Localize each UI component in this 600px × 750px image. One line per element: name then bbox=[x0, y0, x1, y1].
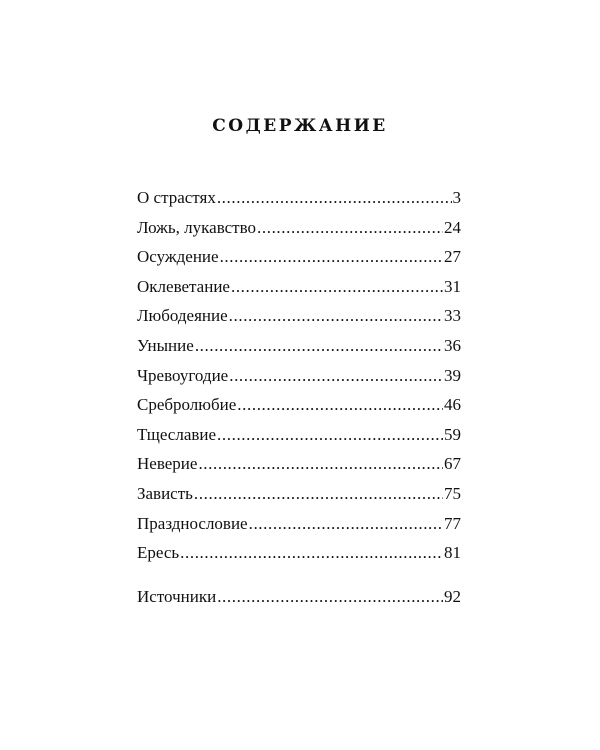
toc-entry-page: 77 bbox=[444, 513, 461, 533]
toc-entry-passions bbox=[137, 183, 461, 213]
toc-entry-envy bbox=[137, 479, 461, 509]
toc-entry-page: 27 bbox=[444, 247, 461, 267]
toc-entry-title: Неверие bbox=[137, 454, 198, 474]
dot-leader bbox=[195, 331, 443, 361]
dot-leader bbox=[217, 582, 443, 612]
toc-entry-page: 59 bbox=[444, 424, 461, 444]
toc-entry-title: Источники bbox=[137, 586, 217, 606]
dot-leader bbox=[198, 449, 443, 479]
dot-leader bbox=[229, 301, 443, 331]
toc-entry-page: 75 bbox=[444, 483, 461, 503]
toc-entry-gluttony bbox=[137, 361, 461, 391]
toc-entry-title: Чревоугодие bbox=[137, 365, 229, 385]
toc-entry-page: 24 bbox=[444, 217, 461, 237]
toc-entry-title: Осуждение bbox=[137, 247, 219, 267]
toc-entry-title: Зависть bbox=[137, 483, 193, 503]
toc-entry-page: 67 bbox=[444, 454, 461, 474]
dot-leader bbox=[249, 509, 443, 539]
dot-leader bbox=[194, 479, 443, 509]
toc-entry-title: Ложь, лукавство bbox=[137, 217, 257, 237]
toc-entry-sources bbox=[137, 582, 461, 612]
dot-leader bbox=[180, 538, 443, 568]
dot-leader bbox=[217, 420, 443, 450]
toc-entry-page: 81 bbox=[444, 543, 461, 563]
toc-entry-page: 31 bbox=[444, 276, 461, 296]
toc-entry-page: 33 bbox=[444, 306, 461, 326]
dot-leader bbox=[257, 213, 443, 243]
toc-heading: СОДЕРЖАНИЕ bbox=[212, 116, 388, 136]
toc-entry-page: 92 bbox=[444, 586, 461, 606]
dot-leader bbox=[217, 183, 452, 213]
toc-entry-title: О страстях bbox=[137, 188, 216, 207]
toc-entry-idle-talk bbox=[137, 509, 461, 539]
toc-entry-title: Уныние bbox=[137, 335, 194, 355]
dot-leader bbox=[231, 272, 443, 302]
toc-entry-fornication bbox=[137, 301, 461, 331]
dot-leader bbox=[237, 390, 443, 420]
toc-entry-title: Ересь bbox=[137, 543, 180, 563]
toc-entry-title: Оклеветание bbox=[137, 276, 230, 296]
toc-entry-title: Любодеяние bbox=[137, 306, 228, 326]
toc-entry-page: 39 bbox=[444, 365, 461, 385]
toc-entry-slander bbox=[137, 272, 461, 302]
toc-entry-vainglory bbox=[137, 420, 461, 450]
dot-leader bbox=[229, 361, 443, 391]
toc-list bbox=[137, 183, 461, 611]
toc-entry-page: 3 bbox=[452, 188, 461, 207]
toc-entry-unbelief bbox=[137, 449, 461, 479]
toc-entry-title: Тщеславие bbox=[137, 424, 217, 444]
toc-entry-heresy bbox=[137, 538, 461, 568]
toc-entry-avarice bbox=[137, 390, 461, 420]
toc-entry-page: 36 bbox=[444, 335, 461, 355]
dot-leader bbox=[220, 242, 443, 272]
toc-entry-despondency bbox=[137, 331, 461, 361]
toc-entry-condemnation bbox=[137, 242, 461, 272]
toc-entry-title: Сребролюбие bbox=[137, 395, 237, 415]
toc-entry-lies bbox=[137, 213, 461, 243]
toc-entry-page: 46 bbox=[444, 395, 461, 415]
toc-entry-title: Празднословие bbox=[137, 513, 248, 533]
